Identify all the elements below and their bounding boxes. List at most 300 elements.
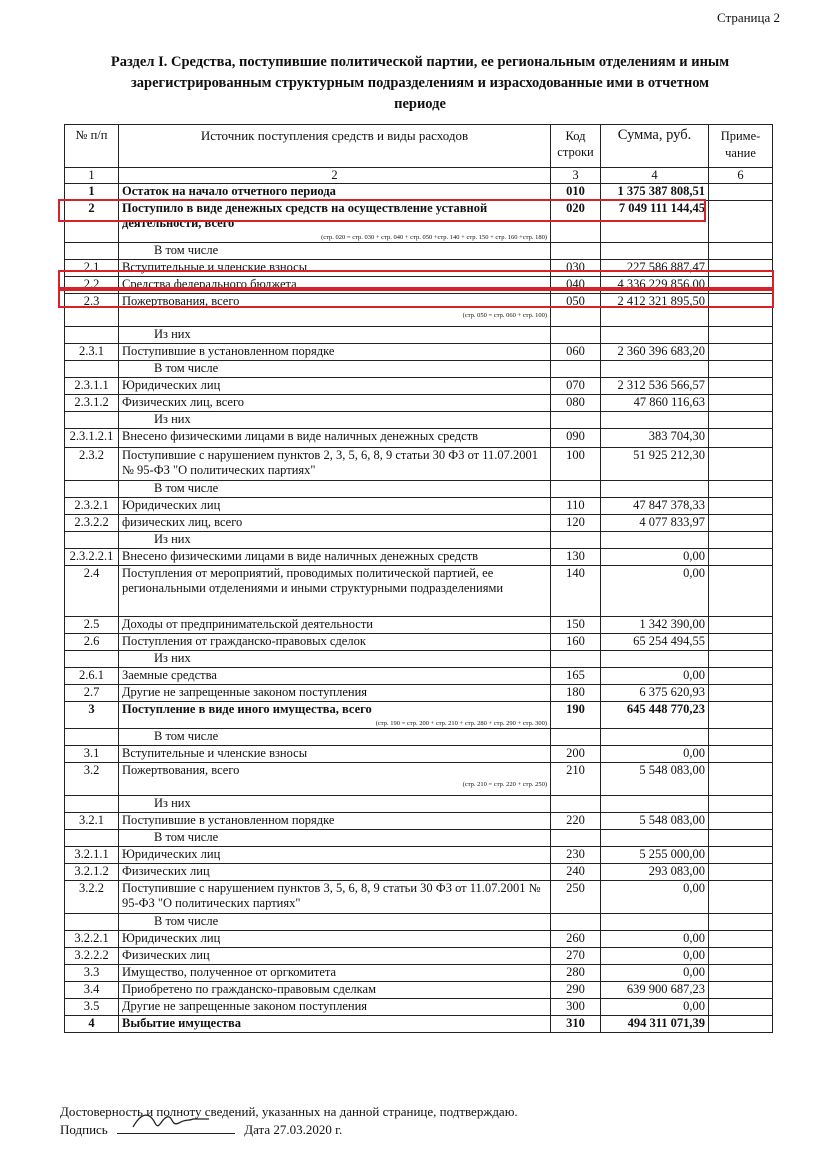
row-note xyxy=(709,729,773,746)
row-source xyxy=(119,948,551,965)
table-row xyxy=(65,448,773,481)
row-code: 310 xyxy=(551,1016,601,1033)
row-note xyxy=(709,294,773,327)
row-label: Из них xyxy=(154,532,191,546)
row-code: 100 xyxy=(551,448,601,481)
row-number: 2.5 xyxy=(65,617,119,634)
row-label: В том числе xyxy=(154,729,219,743)
row-label: Внесено физическими лицами в виде наличных денежных средств xyxy=(122,549,479,563)
row-source xyxy=(119,201,551,243)
row-code xyxy=(551,796,601,813)
row-source xyxy=(119,982,551,999)
row-note xyxy=(709,746,773,763)
row-source xyxy=(119,763,551,796)
row-source xyxy=(119,260,551,277)
row-code xyxy=(551,729,601,746)
row-number: 2.3.2.1 xyxy=(65,498,119,515)
row-number xyxy=(65,481,119,498)
table-row xyxy=(65,685,773,702)
row-note xyxy=(709,847,773,864)
row-source xyxy=(119,243,551,260)
row-sum: 2 360 396 683,20 xyxy=(601,344,709,361)
table-row xyxy=(65,864,773,881)
row-sum xyxy=(601,651,709,668)
signature-label: Подпись xyxy=(60,1122,108,1137)
table-row xyxy=(65,201,773,243)
row-note xyxy=(709,982,773,999)
row-note xyxy=(709,685,773,702)
col-number: 4 xyxy=(601,168,709,184)
row-code: 165 xyxy=(551,668,601,685)
row-label: Имущество, полученное от оргкомитета xyxy=(122,965,337,979)
row-label: Из них xyxy=(154,796,191,810)
row-source xyxy=(119,746,551,763)
row-note xyxy=(709,702,773,729)
row-sum xyxy=(601,412,709,429)
row-code: 240 xyxy=(551,864,601,881)
row-source xyxy=(119,344,551,361)
row-source xyxy=(119,651,551,668)
row-number: 3.2.1.2 xyxy=(65,864,119,881)
row-source xyxy=(119,294,551,327)
row-label: Из них xyxy=(154,651,191,665)
row-sum: 293 083,00 xyxy=(601,864,709,881)
row-number xyxy=(65,327,119,344)
row-label: Юридических лиц xyxy=(122,498,221,512)
table-subheading-row xyxy=(65,361,773,378)
row-code: 250 xyxy=(551,881,601,914)
col-number: 3 xyxy=(551,168,601,184)
row-note xyxy=(709,378,773,395)
table-row xyxy=(65,813,773,830)
row-sum: 5 255 000,00 xyxy=(601,847,709,864)
signature-scribble xyxy=(131,1109,211,1133)
row-sum: 2 412 321 895,50 xyxy=(601,294,709,327)
row-note xyxy=(709,617,773,634)
row-code xyxy=(551,830,601,847)
row-code: 160 xyxy=(551,634,601,651)
row-number: 3.2.1 xyxy=(65,813,119,830)
row-label: Заемные средства xyxy=(122,668,217,682)
row-code: 180 xyxy=(551,685,601,702)
row-code: 220 xyxy=(551,813,601,830)
row-source xyxy=(119,395,551,412)
row-source xyxy=(119,931,551,948)
report-table xyxy=(64,124,773,1033)
row-sum: 7 049 111 144,45 xyxy=(601,201,709,243)
row-note xyxy=(709,243,773,260)
row-note xyxy=(709,813,773,830)
row-number xyxy=(65,914,119,931)
row-code: 140 xyxy=(551,566,601,617)
row-source xyxy=(119,566,551,617)
row-label: Внесено физическими лицами в виде наличных денежных средств xyxy=(122,429,479,443)
row-number: 3.5 xyxy=(65,999,119,1016)
table-row xyxy=(65,617,773,634)
table-row xyxy=(65,549,773,566)
row-sum: 0,00 xyxy=(601,549,709,566)
row-sum: 645 448 770,23 xyxy=(601,702,709,729)
row-sum: 0,00 xyxy=(601,881,709,914)
row-source xyxy=(119,448,551,481)
row-note xyxy=(709,864,773,881)
row-note xyxy=(709,549,773,566)
row-sum: 383 704,30 xyxy=(601,429,709,448)
row-note xyxy=(709,651,773,668)
col-number: 1 xyxy=(65,168,119,184)
row-label: Пожертвования, всего xyxy=(122,294,240,308)
row-sum: 1 342 390,00 xyxy=(601,617,709,634)
row-sum: 4 077 833,97 xyxy=(601,515,709,532)
row-source xyxy=(119,327,551,344)
row-label: Пожертвования, всего xyxy=(122,763,240,777)
row-number: 3.4 xyxy=(65,982,119,999)
row-sum: 5 548 083,00 xyxy=(601,813,709,830)
row-note xyxy=(709,668,773,685)
table-row xyxy=(65,763,773,796)
table-row xyxy=(65,277,773,294)
table-subheading-row xyxy=(65,327,773,344)
row-note xyxy=(709,634,773,651)
row-label: Физических лиц xyxy=(122,948,210,962)
row-code xyxy=(551,651,601,668)
row-formula: (стр. 210 = стр. 220 + стр. 250) xyxy=(462,781,547,788)
table-row xyxy=(65,184,773,201)
row-note xyxy=(709,515,773,532)
row-note xyxy=(709,201,773,243)
section-title: Раздел I. Средства, поступившие политической партии, ее региональным отделениям и иным зарегистрированным структурным подразделениям и израсходованные ими в отчетном периоде xyxy=(110,54,730,112)
row-label: Юридических лиц xyxy=(122,931,221,945)
row-number: 3.2.1.1 xyxy=(65,847,119,864)
row-number: 3.2.2 xyxy=(65,881,119,914)
row-source xyxy=(119,830,551,847)
table-subheading-row xyxy=(65,796,773,813)
row-sum: 0,00 xyxy=(601,746,709,763)
row-sum: 1 375 387 808,51 xyxy=(601,184,709,201)
table-subheading-row xyxy=(65,914,773,931)
row-number: 2.3.1.2 xyxy=(65,395,119,412)
row-source xyxy=(119,481,551,498)
row-source xyxy=(119,412,551,429)
row-number: 2.4 xyxy=(65,566,119,617)
row-source xyxy=(119,277,551,294)
row-label: Другие не запрещенные законом поступления xyxy=(122,685,368,699)
row-label: Поступившие в установленном порядке xyxy=(122,344,335,358)
row-code: 290 xyxy=(551,982,601,999)
row-note xyxy=(709,260,773,277)
row-number xyxy=(65,651,119,668)
row-code xyxy=(551,481,601,498)
row-sum: 227 586 887,47 xyxy=(601,260,709,277)
table-row xyxy=(65,931,773,948)
row-number: 2.3.1.2.1 xyxy=(65,429,119,448)
row-label: В том числе xyxy=(154,243,219,257)
row-note xyxy=(709,763,773,796)
table-row xyxy=(65,498,773,515)
row-source xyxy=(119,796,551,813)
row-label: В том числе xyxy=(154,361,219,375)
row-label: Поступило в виде денежных средств на осуществление уставной деятельности, всего xyxy=(122,201,488,230)
row-code: 280 xyxy=(551,965,601,982)
row-note xyxy=(709,566,773,617)
row-note xyxy=(709,361,773,378)
table-row xyxy=(65,1016,773,1033)
row-number: 2.3.2.2 xyxy=(65,515,119,532)
header-source: Источник поступления средств и виды расходов xyxy=(119,125,551,168)
table-row xyxy=(65,982,773,999)
row-sum xyxy=(601,796,709,813)
table-row xyxy=(65,999,773,1016)
table-row xyxy=(65,965,773,982)
row-source xyxy=(119,965,551,982)
row-code: 120 xyxy=(551,515,601,532)
row-source xyxy=(119,532,551,549)
row-sum: 51 925 212,30 xyxy=(601,448,709,481)
table-row xyxy=(65,378,773,395)
row-sum: 4 336 229 856,00 xyxy=(601,277,709,294)
row-label: Остаток на начало отчетного периода xyxy=(122,184,336,198)
table-row xyxy=(65,429,773,448)
row-code: 080 xyxy=(551,395,601,412)
row-note xyxy=(709,1016,773,1033)
row-number xyxy=(65,243,119,260)
table-row xyxy=(65,294,773,327)
row-note xyxy=(709,532,773,549)
row-source xyxy=(119,702,551,729)
row-number: 2.3.1 xyxy=(65,344,119,361)
row-number: 2 xyxy=(65,201,119,243)
row-label: Физических лиц, всего xyxy=(122,395,245,409)
signature-line xyxy=(60,1121,518,1139)
row-source xyxy=(119,498,551,515)
row-code: 270 xyxy=(551,948,601,965)
row-number: 2.6 xyxy=(65,634,119,651)
row-label: В том числе xyxy=(154,914,219,928)
row-sum: 0,00 xyxy=(601,566,709,617)
row-code: 130 xyxy=(551,549,601,566)
row-code xyxy=(551,532,601,549)
table-row xyxy=(65,395,773,412)
row-note xyxy=(709,830,773,847)
table-subheading-row xyxy=(65,830,773,847)
row-note xyxy=(709,429,773,448)
table-row xyxy=(65,702,773,729)
row-code: 300 xyxy=(551,999,601,1016)
row-sum xyxy=(601,729,709,746)
row-label: физических лиц, всего xyxy=(122,515,243,529)
row-number: 4 xyxy=(65,1016,119,1033)
row-note xyxy=(709,931,773,948)
row-number: 3.3 xyxy=(65,965,119,982)
row-source xyxy=(119,361,551,378)
row-note xyxy=(709,481,773,498)
table-subheading-row xyxy=(65,729,773,746)
row-number: 2.6.1 xyxy=(65,668,119,685)
row-note xyxy=(709,965,773,982)
row-note xyxy=(709,948,773,965)
row-code: 090 xyxy=(551,429,601,448)
row-sum xyxy=(601,361,709,378)
row-number: 2.3.2.2.1 xyxy=(65,549,119,566)
row-sum xyxy=(601,327,709,344)
table-subheading-row xyxy=(65,243,773,260)
row-number: 2.3 xyxy=(65,294,119,327)
row-code xyxy=(551,361,601,378)
header-sum: Сумма, руб. xyxy=(601,125,709,168)
row-sum: 0,00 xyxy=(601,668,709,685)
row-formula: (стр. 020 = стр. 030 + стр. 040 + стр. 050 +стр. 140 + стр. 150 + стр. 160 +стр. 180) xyxy=(321,234,547,241)
column-number-row xyxy=(65,168,773,184)
row-code: 040 xyxy=(551,277,601,294)
row-source xyxy=(119,685,551,702)
row-label: Поступление в виде иного имущества, всего xyxy=(122,702,372,716)
row-code: 020 xyxy=(551,201,601,243)
row-sum: 0,00 xyxy=(601,931,709,948)
row-number xyxy=(65,796,119,813)
row-label: В том числе xyxy=(154,481,219,495)
table-subheading-row xyxy=(65,412,773,429)
row-number xyxy=(65,729,119,746)
row-sum: 47 847 378,33 xyxy=(601,498,709,515)
row-source xyxy=(119,729,551,746)
row-number: 2.7 xyxy=(65,685,119,702)
header-note: Приме-чание xyxy=(709,125,773,168)
confirm-text: Достоверность и полноту сведений, указанных на данной странице, подтверждаю. xyxy=(60,1104,518,1119)
row-sum xyxy=(601,830,709,847)
row-code xyxy=(551,914,601,931)
row-source xyxy=(119,914,551,931)
row-sum xyxy=(601,481,709,498)
row-source xyxy=(119,549,551,566)
row-source xyxy=(119,847,551,864)
signature-field xyxy=(117,1121,235,1134)
table-row xyxy=(65,515,773,532)
col-number: 6 xyxy=(709,168,773,184)
row-note xyxy=(709,412,773,429)
row-label: Средства федерального бюджета xyxy=(122,277,297,291)
row-code: 190 xyxy=(551,702,601,729)
row-code xyxy=(551,327,601,344)
row-sum: 65 254 494,55 xyxy=(601,634,709,651)
row-sum: 6 375 620,93 xyxy=(601,685,709,702)
row-note xyxy=(709,881,773,914)
row-code: 050 xyxy=(551,294,601,327)
row-number: 3.2 xyxy=(65,763,119,796)
row-label: Поступившие с нарушением пунктов 2, 3, 5, 6, 8, 9 статьи 30 ФЗ от 11.07.2001 № 95-ФЗ "О политических партиях" xyxy=(122,448,539,477)
header-num: № п/п xyxy=(65,125,119,168)
row-label: Физических лиц xyxy=(122,864,210,878)
row-code: 200 xyxy=(551,746,601,763)
row-label: Из них xyxy=(154,412,191,426)
row-source xyxy=(119,881,551,914)
row-number: 3 xyxy=(65,702,119,729)
header-code: Код строки xyxy=(551,125,601,168)
row-source xyxy=(119,813,551,830)
table-row xyxy=(65,344,773,361)
row-number xyxy=(65,532,119,549)
table-row xyxy=(65,746,773,763)
footer xyxy=(60,1103,518,1139)
row-sum: 0,00 xyxy=(601,965,709,982)
row-number: 3.2.2.1 xyxy=(65,931,119,948)
row-note xyxy=(709,184,773,201)
row-number: 2.3.1.1 xyxy=(65,378,119,395)
table-row xyxy=(65,634,773,651)
row-source xyxy=(119,668,551,685)
table-row xyxy=(65,948,773,965)
row-code: 150 xyxy=(551,617,601,634)
table-subheading-row xyxy=(65,481,773,498)
row-label: Юридических лиц xyxy=(122,378,221,392)
row-source xyxy=(119,429,551,448)
row-label: Другие не запрещенные законом поступления xyxy=(122,999,368,1013)
row-note xyxy=(709,796,773,813)
row-number: 1 xyxy=(65,184,119,201)
row-source xyxy=(119,634,551,651)
row-code: 070 xyxy=(551,378,601,395)
row-code: 010 xyxy=(551,184,601,201)
row-number: 2.1 xyxy=(65,260,119,277)
row-note xyxy=(709,999,773,1016)
row-label: Поступившие с нарушением пунктов 3, 5, 6, 8, 9 статьи 30 ФЗ от 11.07.2001 № 95-ФЗ "О политических партиях" xyxy=(122,881,541,910)
row-number: 3.1 xyxy=(65,746,119,763)
row-label: Выбытие имущества xyxy=(122,1016,242,1030)
row-source xyxy=(119,999,551,1016)
row-label: Юридических лиц xyxy=(122,847,221,861)
row-note xyxy=(709,344,773,361)
row-label: Вступительные и членские взносы xyxy=(122,746,308,760)
col-number: 2 xyxy=(119,168,551,184)
row-sum xyxy=(601,243,709,260)
row-number: 3.2.2.2 xyxy=(65,948,119,965)
row-sum: 47 860 116,63 xyxy=(601,395,709,412)
row-source xyxy=(119,617,551,634)
row-code: 210 xyxy=(551,763,601,796)
table-subheading-row xyxy=(65,651,773,668)
row-code: 230 xyxy=(551,847,601,864)
row-label: Поступления от мероприятий, проводимых политической партией, ее региональными отделениями и иными структурными подразделениями xyxy=(122,566,504,595)
row-number xyxy=(65,412,119,429)
row-note xyxy=(709,395,773,412)
row-note xyxy=(709,448,773,481)
page-label: Страница 2 xyxy=(716,10,780,25)
row-formula: (стр. 190 = стр. 200 + стр. 210 + стр. 280 + стр. 290 + стр. 300) xyxy=(375,720,547,727)
table-subheading-row xyxy=(65,532,773,549)
row-label: Поступления от гражданско-правовых сделок xyxy=(122,634,366,648)
row-code: 030 xyxy=(551,260,601,277)
row-sum: 494 311 071,39 xyxy=(601,1016,709,1033)
table-row xyxy=(65,847,773,864)
header-row xyxy=(65,125,773,168)
row-source xyxy=(119,378,551,395)
row-sum xyxy=(601,914,709,931)
row-sum: 0,00 xyxy=(601,999,709,1016)
row-label: Из них xyxy=(154,327,191,341)
row-note xyxy=(709,914,773,931)
row-number xyxy=(65,361,119,378)
row-source xyxy=(119,184,551,201)
row-sum: 0,00 xyxy=(601,948,709,965)
row-label: Доходы от предпринимательской деятельности xyxy=(122,617,373,631)
row-code: 110 xyxy=(551,498,601,515)
row-code: 060 xyxy=(551,344,601,361)
row-code xyxy=(551,243,601,260)
signature-date: Дата 27.03.2020 г. xyxy=(244,1122,343,1137)
row-formula: (стр. 050 = стр. 060 + стр. 100) xyxy=(462,312,547,319)
table-row xyxy=(65,881,773,914)
table-row xyxy=(65,260,773,277)
row-code: 260 xyxy=(551,931,601,948)
